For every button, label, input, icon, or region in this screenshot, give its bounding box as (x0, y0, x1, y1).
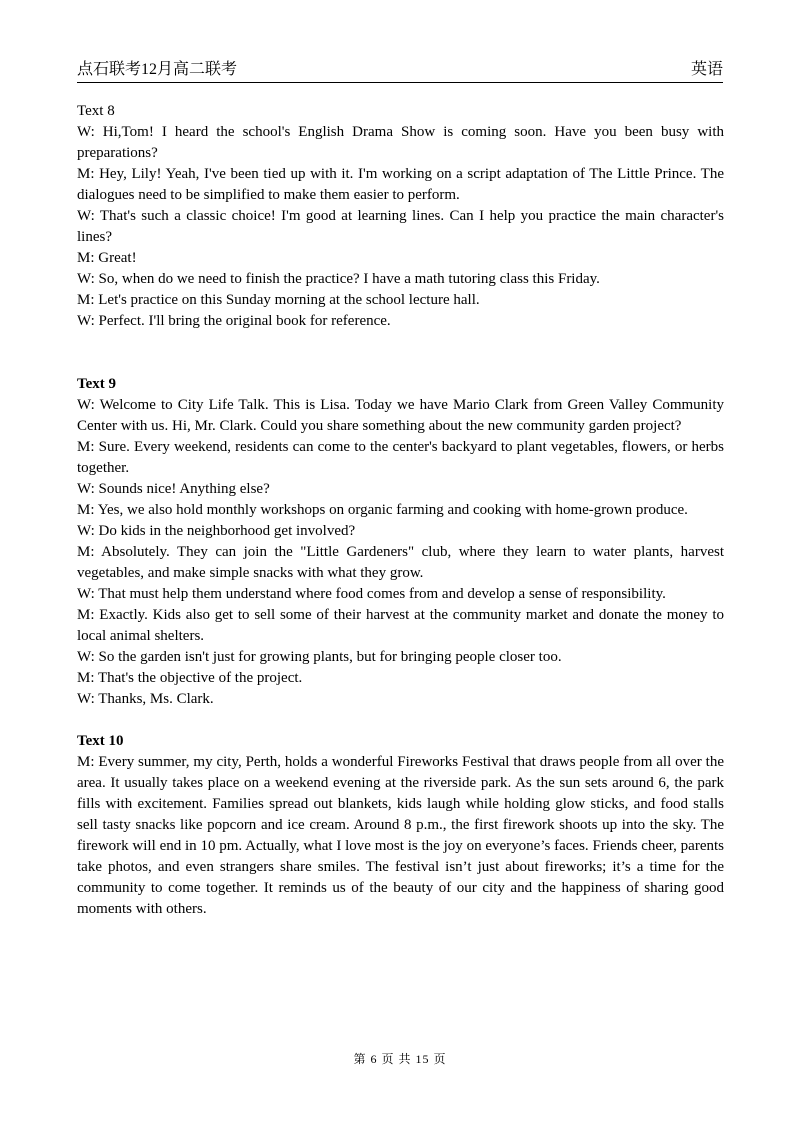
section-spacer (77, 710, 724, 731)
dialogue-line: W: Welcome to City Life Talk. This is Lisa. Today we have Mario Clark from Green Valley Community Center with us. Hi, Mr. Clark. Could you share something about the new community garden project? (77, 397, 724, 434)
section-text-10 (77, 731, 724, 920)
monologue-paragraph: M: Every summer, my city, Perth, holds a wonderful Fireworks Festival that draws people from all over the area. It usually takes place on a weekend evening at the riverside park. As the sun sets around 6, the park fills with excitement. Families spread out blankets, kids laugh while holding glow sticks, and food stalls sell tasty snacks like popcorn and ice cream. Around 8 p.m., the first firework shoots up into the sky. The firework will end in 10 pm. Actually, what I love most is the joy on everyone’s faces. Friends cheer, parents take photos, and even strangers share smiles. The festival isn’t just about fireworks; it’s a time for the community to come together. It reminds us of the beauty of our city and the happiness of sharing good moments with others. (77, 754, 724, 917)
section-title: Text 10 (77, 733, 124, 749)
page-number: 第 6 页 共 15 页 (353, 1052, 447, 1066)
dialogue-line: M: Sure. Every weekend, residents can come to the center's backyard to plant vegetables, flowers, or herbs together. (77, 439, 724, 476)
dialogue-line: M: Exactly. Kids also get to sell some of their harvest at the community market and donate the money to local animal shelters. (77, 607, 724, 644)
dialogue-line: M: Yes, we also hold monthly workshops on organic farming and cooking with home-grown produce. (77, 502, 688, 518)
dialogue-line: W: That's such a classic choice! I'm good at learning lines. Can I help you practice the main character's lines? (77, 208, 724, 245)
dialogue-line: W: That must help them understand where food comes from and develop a sense of responsibility. (77, 586, 666, 602)
dialogue-line: W: Do kids in the neighborhood get involved? (77, 523, 356, 539)
dialogue-line: W: So, when do we need to finish the practice? I have a math tutoring class this Friday. (77, 271, 600, 287)
page-content (77, 101, 724, 920)
section-text-8 (77, 101, 724, 332)
dialogue-line: M: Great! (77, 250, 137, 266)
subject-label: 英语 (690, 61, 723, 78)
dialogue-line: W: Perfect. I'll bring the original book for reference. (77, 313, 391, 329)
dialogue-line: W: So the garden isn't just for growing plants, but for bringing people closer too. (77, 649, 562, 665)
dialogue-line: M: Absolutely. They can join the "Little Gardeners" club, where they learn to water plants, harvest vegetables, and make simple snacks with what they grow. (77, 544, 724, 581)
dialogue-line: W: Sounds nice! Anything else? (77, 481, 270, 497)
section-text-9 (77, 374, 724, 710)
dialogue-line: M: Let's practice on this Sunday morning at the school lecture hall. (77, 292, 480, 308)
dialogue-line: M: That's the objective of the project. (77, 670, 303, 686)
dialogue-line: M: Hey, Lily! Yeah, I've been tied up with it. I'm working on a script adaptation of The Little Prince. The dialogues need to be simplified to make them easier to perform. (77, 166, 724, 203)
section-title: Text 9 (77, 376, 117, 392)
page-footer (0, 1051, 800, 1067)
dialogue-line: W: Thanks, Ms. Clark. (77, 691, 214, 707)
dialogue-line: W: Hi,Tom! I heard the school's English Drama Show is coming soon. Have you been busy with preparations? (77, 124, 724, 161)
section-spacer (77, 332, 724, 374)
exam-title: 点石联考12月高二联考 (77, 61, 238, 78)
page-header (77, 60, 723, 83)
section-title: Text 8 (77, 103, 115, 119)
